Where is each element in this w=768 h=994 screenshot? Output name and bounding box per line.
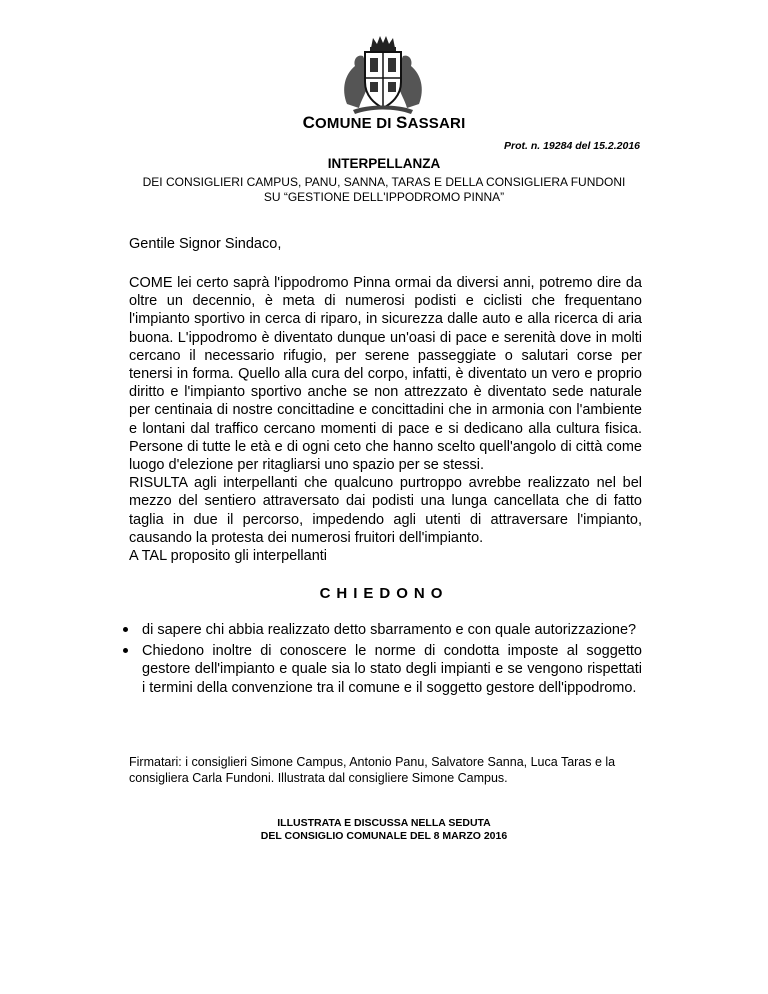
bullet-icon xyxy=(123,648,128,653)
requests-heading: CHIEDONO xyxy=(319,585,449,602)
document-title: INTERPELLANZA xyxy=(327,156,441,171)
body-paragraph-purpose: A TAL proposito gli interpellanti xyxy=(129,548,328,565)
body-text xyxy=(129,274,642,565)
document-subtitle-line1: DEI CONSIGLIERI CAMPUS, PANU, SANNA, TARAS E DELLA CONSIGLIERA FUNDONI xyxy=(142,175,626,189)
signatories: Firmatari: i consiglieri Simone Campus, Antonio Panu, Salvatore Sanna, Luca Taras e la consigliera Carla Fundoni. Illustrata dal consigliere Simone Campus. xyxy=(129,755,616,785)
protocol-number: Prot. n. 19284 del 15.2.2016 xyxy=(504,140,640,152)
list-item: di sapere chi abbia realizzato detto sbarramento e con quale autorizzazione? xyxy=(123,621,642,639)
coat-of-arms-icon xyxy=(333,34,433,114)
body-paragraph-premise: COME lei certo saprà l'ippodromo Pinna ormai da diversi anni, potremo dire da oltre un decennio, è meta di numerosi podisti e ciclisti che frequentano l'impianto sportivo in cerca di riparo, in sicurezza dalle auto e alla ricerca di aria buona. L'ippodromo è diventato dunque un'oasi di pace e serenità dove in molti cercano il necessario rifugio, per serene passeggiate o salutari corse per tenersi in forma. Quello alla cura del corpo, infatti, è diventato un vero e proprio diritto e l'impianto sportivo anche se non attrezzato è diventato sede naturale per centinaia di nostre concittadine e concittadini che in armonia con l'ambiente e lontani dal traffico cercano momenti di pace e si dedicano alla cultura fisica. Persone di tutte le età e di ogni ceto che hanno scelto quell'angolo di città come luogo d'elezione per ritagliarsi uno spazio per se stessi. xyxy=(129,275,642,474)
municipality-name: COMUNE DI SASSARI xyxy=(302,113,466,132)
footer-line2: DEL CONSIGLIO COMUNALE DEL 8 MARZO 2016 xyxy=(260,830,508,842)
bullet-icon xyxy=(123,627,128,632)
footer-line1: ILLUSTRATA E DISCUSSA NELLA SEDUTA xyxy=(277,817,491,829)
document-subtitle-line2: SU “GESTIONE DELL'IPPODROMO PINNA” xyxy=(263,190,505,204)
list-item: Chiedono inoltre di conoscere le norme di condotta imposte al soggetto gestore dell'impianto e quale sia lo stato degli impianti e se vengono rispettati i termini della convenzione tra il comune e il soggetto gestore dell'ippodromo. xyxy=(123,642,642,697)
body-paragraph-result: RISULTA agli interpellanti che qualcuno purtroppo avrebbe realizzato nel bel mezzo del sentiero attraversato dai podisti una lunga cancellata che di fatto taglia in due il percorso, impedendo agli utenti di attraversare l'impianto, causando la protesta dei numerosi fruitori dell'impianto. xyxy=(129,475,642,546)
requests-list xyxy=(123,621,642,700)
greeting: Gentile Signor Sindaco, xyxy=(129,236,282,252)
